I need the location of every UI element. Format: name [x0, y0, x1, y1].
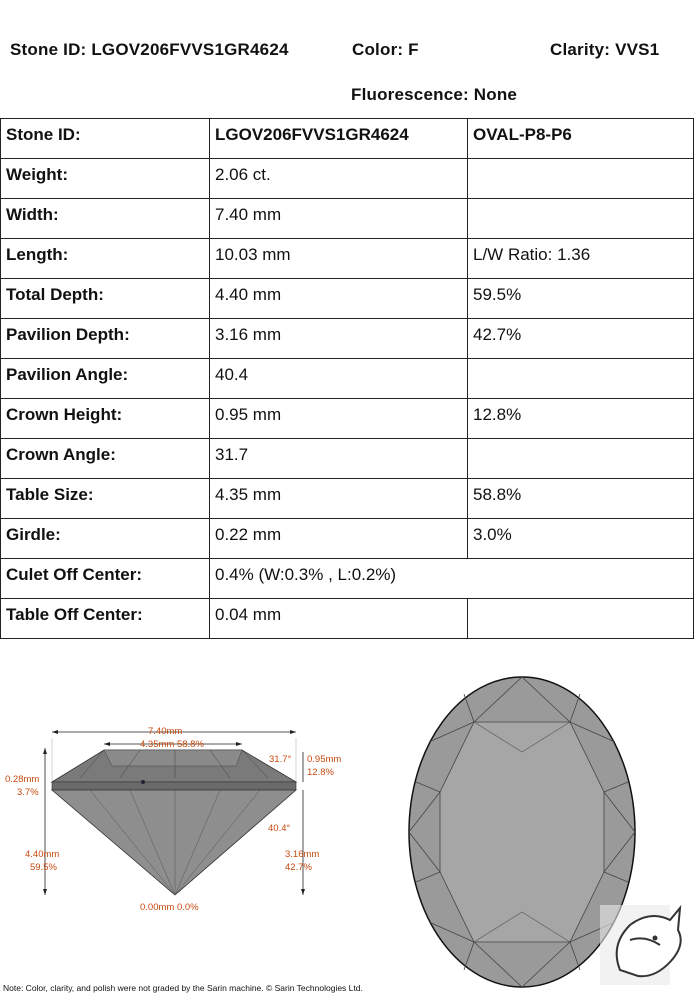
- table-row: [1, 519, 694, 559]
- row-label: Pavilion Depth:: [1, 319, 210, 359]
- table-row: [1, 479, 694, 519]
- table-row: [1, 159, 694, 199]
- row-value: 0.4% (W:0.3% , L:0.2%): [210, 559, 694, 599]
- footer-note: Note: Color, clarity, and polish were not graded by the Sarin machine. © Sarin Technologies Ltd.: [3, 983, 363, 993]
- row-value: 2.06 ct.: [210, 159, 468, 199]
- row-label: Culet Off Center:: [1, 559, 210, 599]
- row-extra: [468, 359, 694, 399]
- row-extra: [468, 599, 694, 639]
- row-value: 0.04 mm: [210, 599, 468, 639]
- table-row: [1, 319, 694, 359]
- row-value: LGOV206FVVS1GR4624: [210, 119, 468, 159]
- girdle-pct-label: 3.7%: [17, 787, 39, 798]
- row-extra: [468, 199, 694, 239]
- culet-marker: [141, 780, 145, 784]
- row-extra: 42.7%: [468, 319, 694, 359]
- crown-height-pct-label: 12.8%: [307, 767, 334, 778]
- row-value: 7.40 mm: [210, 199, 468, 239]
- row-value: 4.35 mm: [210, 479, 468, 519]
- row-extra: 3.0%: [468, 519, 694, 559]
- pavilion-depth-pct-label: 42.7%: [285, 862, 312, 873]
- row-extra: L/W Ratio: 1.36: [468, 239, 694, 279]
- row-extra: OVAL-P8-P6: [468, 119, 694, 159]
- row-value: 10.03 mm: [210, 239, 468, 279]
- pavilion-angle-label: 40.4°: [268, 823, 291, 834]
- table-row: [1, 399, 694, 439]
- table-row: [1, 599, 694, 639]
- table-row: [1, 119, 694, 159]
- table-row: [1, 559, 694, 599]
- table-dimension-label: 4.35mm 58.8%: [140, 739, 204, 750]
- total-depth-mm-label: 4.40mm: [25, 849, 60, 860]
- header-stone-id: Stone ID: LGOV206FVVS1GR4624: [10, 40, 289, 59]
- total-depth-pct-label: 59.5%: [30, 862, 57, 873]
- rhino-logo-icon: [600, 900, 690, 990]
- row-value: 3.16 mm: [210, 319, 468, 359]
- header-clarity: Clarity: VVS1: [550, 40, 660, 59]
- row-label: Weight:: [1, 159, 210, 199]
- row-label: Length:: [1, 239, 210, 279]
- row-value: 40.4: [210, 359, 468, 399]
- row-label: Crown Angle:: [1, 439, 210, 479]
- header-color: Color: F: [352, 40, 419, 59]
- width-dimension-label: 7.40mm: [148, 726, 183, 737]
- table-row: [1, 439, 694, 479]
- row-value: 0.22 mm: [210, 519, 468, 559]
- row-extra: 59.5%: [468, 279, 694, 319]
- crown-angle-label: 31.7°: [269, 754, 292, 765]
- culet-label: 0.00mm 0.0%: [140, 902, 199, 913]
- table-row: [1, 279, 694, 319]
- row-label: Stone ID:: [1, 119, 210, 159]
- row-label: Girdle:: [1, 519, 210, 559]
- row-extra: [468, 159, 694, 199]
- crown-height-mm-label: 0.95mm: [307, 754, 342, 765]
- header-fluorescence: Fluorescence: None: [351, 85, 518, 104]
- row-extra: 12.8%: [468, 399, 694, 439]
- spec-table: [0, 118, 694, 639]
- row-extra: 58.8%: [468, 479, 694, 519]
- table-row: [1, 359, 694, 399]
- row-label: Crown Height:: [1, 399, 210, 439]
- row-label: Total Depth:: [1, 279, 210, 319]
- row-label: Table Off Center:: [1, 599, 210, 639]
- table-row: [1, 239, 694, 279]
- row-extra: [468, 439, 694, 479]
- pavilion-depth-mm-label: 3.16mm: [285, 849, 320, 860]
- row-value: 4.40 mm: [210, 279, 468, 319]
- row-label: Pavilion Angle:: [1, 359, 210, 399]
- profile-diagram: [0, 720, 360, 970]
- row-value: 0.95 mm: [210, 399, 468, 439]
- row-label: Table Size:: [1, 479, 210, 519]
- table-row: [1, 199, 694, 239]
- girdle-mm-label: 0.28mm: [5, 774, 40, 785]
- row-value: 31.7: [210, 439, 468, 479]
- row-label: Width:: [1, 199, 210, 239]
